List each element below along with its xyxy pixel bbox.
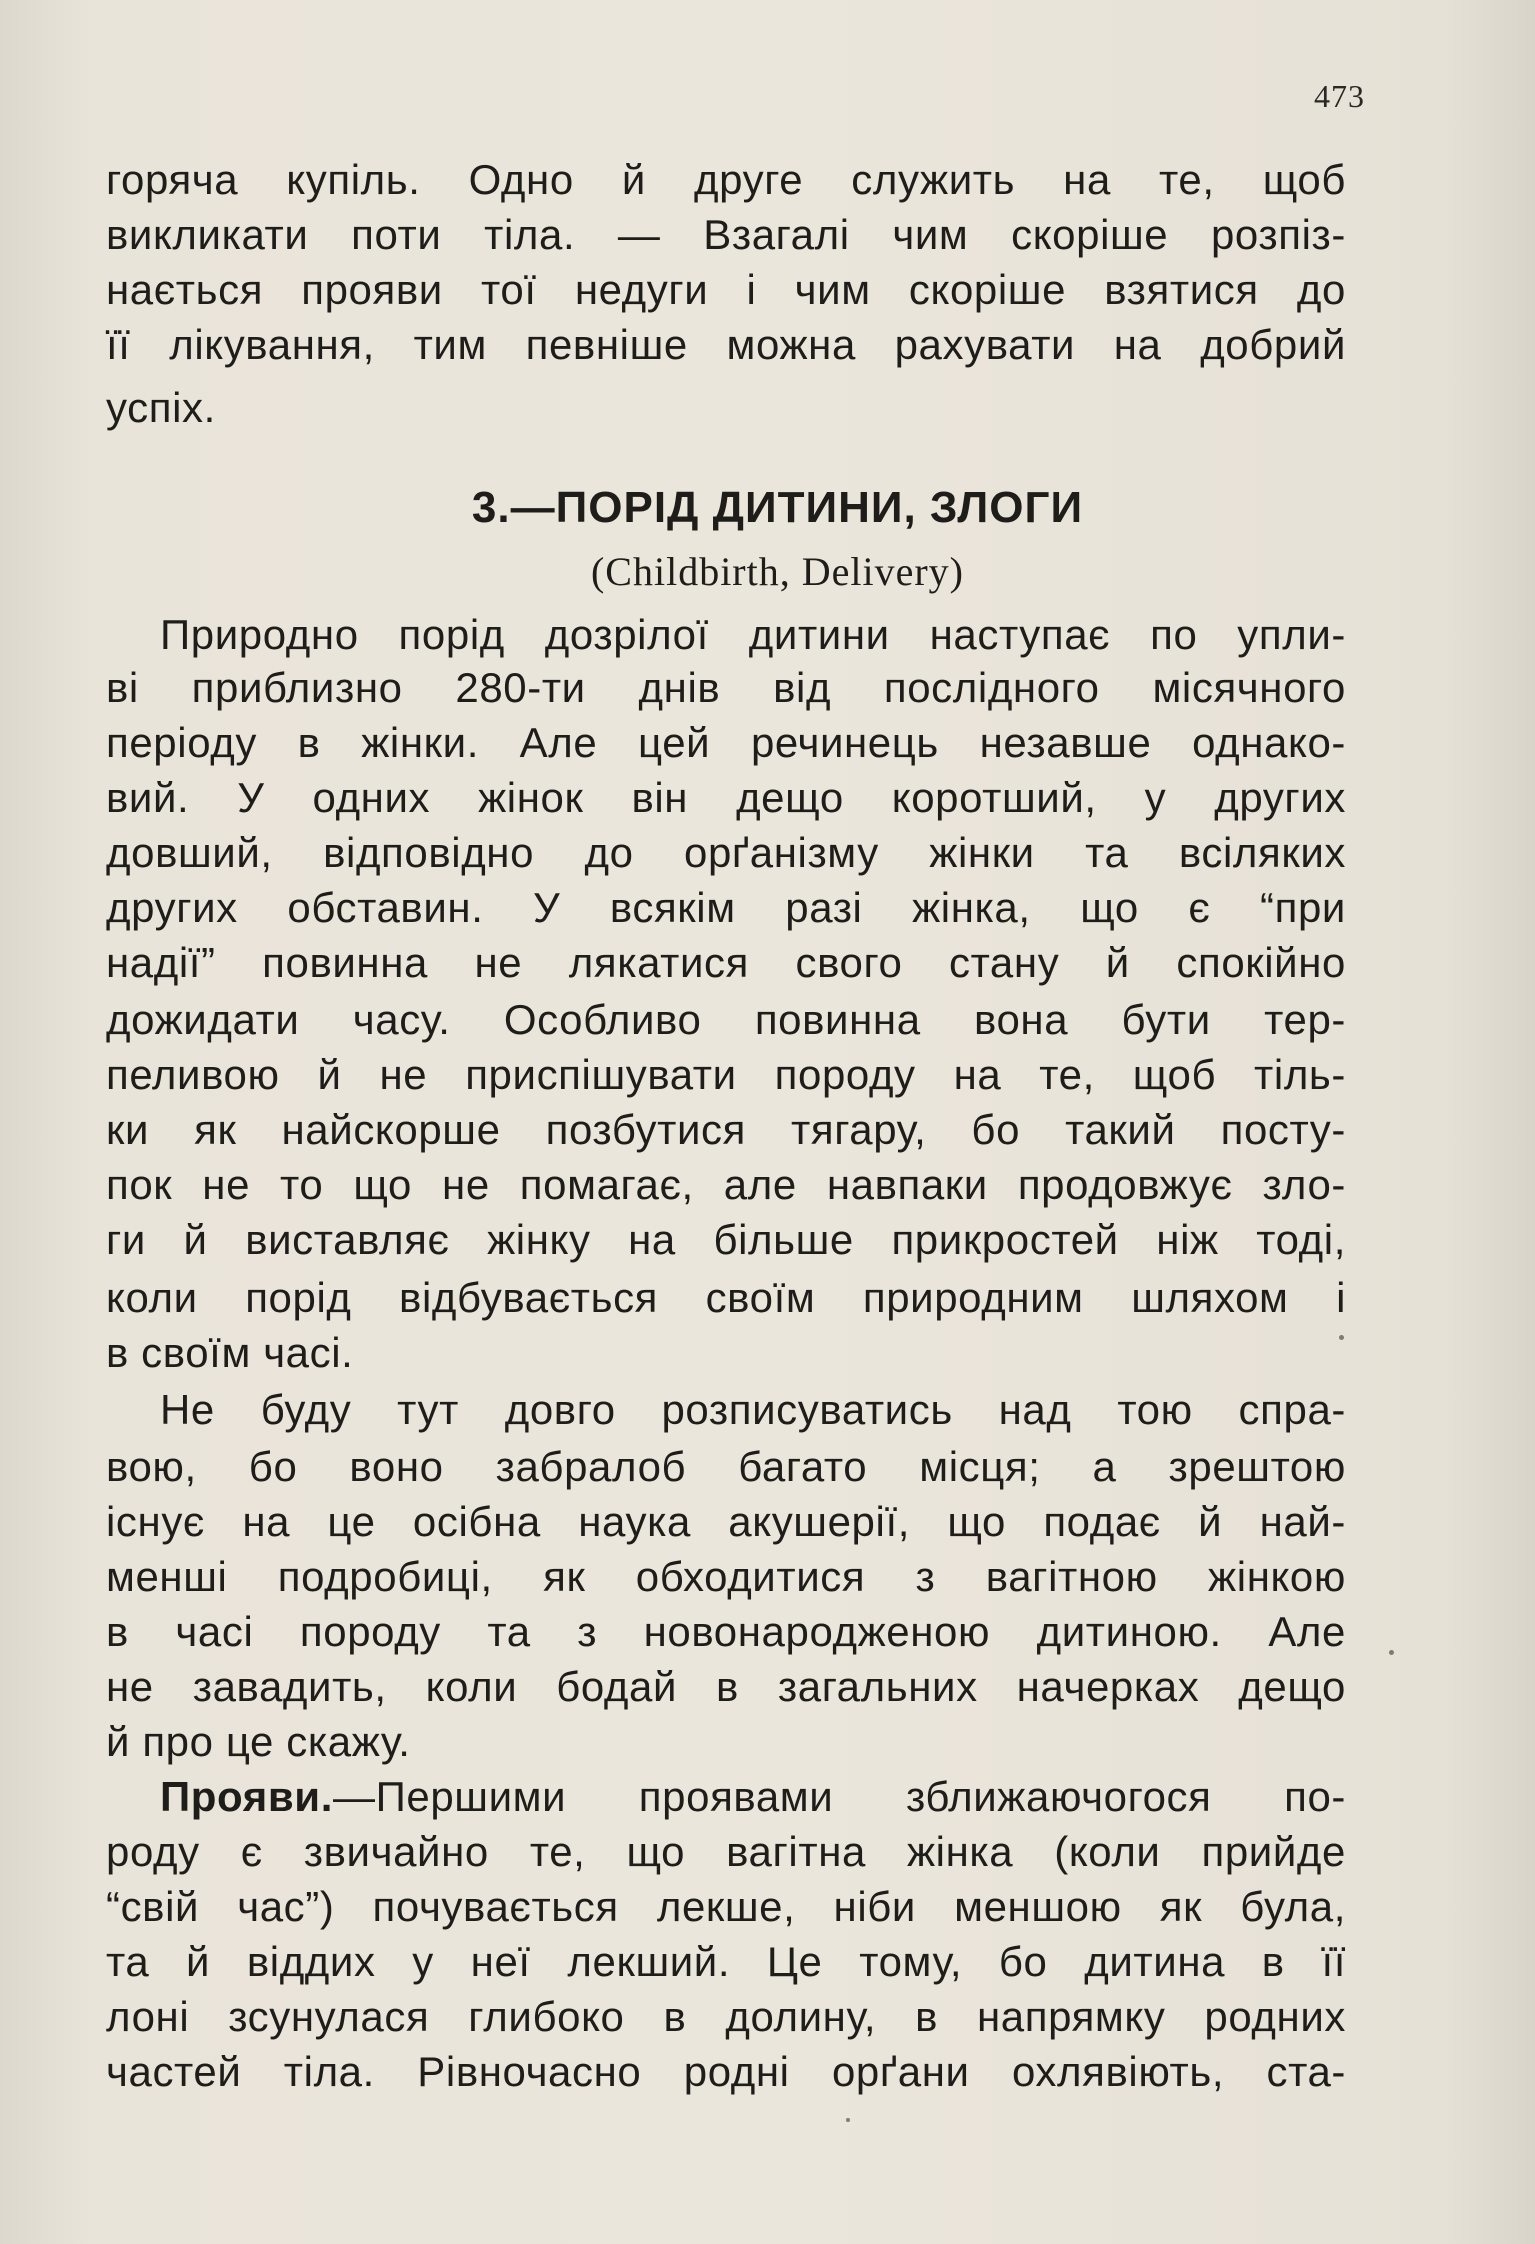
paragraph-lead: Прояви.	[160, 1773, 333, 1820]
text-line: вою, бо воно забралоб багато місця; а зрештою	[106, 1443, 1346, 1490]
text-line: викликати поти тіла. — Взагалі чим скоріше розпіз-	[106, 211, 1346, 258]
text-line: надії” повинна не лякатися свого стану й спокійно	[106, 939, 1346, 986]
page-number: 473	[1314, 78, 1365, 114]
text-line: лоні зсунулася глибоко в долину, в напрямку родних	[106, 1993, 1346, 2040]
text-line: других обставин. У всякім разі жінка, що є “при	[106, 884, 1346, 931]
text-line	[106, 1767, 1346, 1827]
text-line: періоду в жінки. Але цей речинець незавше однако-	[106, 719, 1346, 766]
text-line: довший, відповідно до орґанізму жінки та всіляких	[106, 829, 1346, 876]
text-line: не завадить, коли бодай в загальних начерках дещо	[106, 1663, 1346, 1710]
text-line: вий. У одних жінок він дещо коротший, у других	[106, 774, 1346, 821]
paragraph-lead-rest: —Першими проявами зближаючогося по-	[332, 1773, 1346, 1820]
text-line: ві приблизно 280-ти днів від послідного місячного	[106, 664, 1346, 711]
text-line: коли порід відбувається своїм природним шляхом і	[106, 1274, 1346, 1321]
text-line: в часі породу та з новонародженою дитиною. Але	[106, 1608, 1346, 1655]
text-line: успіх.	[106, 384, 216, 431]
text-line: та й віддих у неї лекший. Це тому, бо дитина в її	[106, 1938, 1346, 1985]
text-line: дожидати часу. Особливо повинна вона бути тер-	[106, 996, 1346, 1043]
paper-speck	[1339, 1335, 1344, 1340]
text-line: роду є звичайно те, що вагітна жінка (коли прийде	[106, 1828, 1346, 1875]
text-line: Природно порід дозрілої дитини наступає по упли-	[160, 611, 1346, 658]
text-line: пок не то що не помагає, але навпаки продовжує зло-	[106, 1161, 1346, 1208]
section-title: 3.—ПОРІД ДИТИНИ, ЗЛОГИ	[471, 483, 1084, 532]
text-line: ги й виставляє жінку на більше прикростей ніж тоді,	[106, 1216, 1346, 1263]
text-line: нається прояви тої недуги і чим скоріше взятися до	[106, 266, 1346, 313]
text-line: в своїм часі.	[106, 1329, 354, 1376]
text-line: пеливою й не приспішувати породу на те, щоб тіль-	[106, 1051, 1346, 1098]
text-line: частей тіла. Рівночасно родні орґани охлявіють, ста-	[106, 2048, 1346, 2095]
text-line: Не буду тут довго розписуватись над тою спра-	[160, 1386, 1346, 1433]
text-line: її лікування, тим певніше можна рахувати на добрий	[106, 321, 1346, 368]
section-subtitle: (Childbirth, Delivery)	[590, 549, 965, 594]
text-line: горяча купіль. Одно й друге служить на те, щоб	[106, 156, 1346, 203]
text-line: й про це скажу.	[106, 1718, 411, 1765]
text-line: “свій час”) почувається лекше, ніби меншою як була,	[106, 1883, 1346, 1930]
paper-speck	[846, 2118, 850, 2122]
text-line: існує на це осібна наука акушерії, що подає й най-	[106, 1498, 1346, 1545]
text-line: менші подробиці, як обходитися з вагітною жінкою	[106, 1553, 1346, 1600]
text-line: ки як найскорше позбутися тягару, бо такий посту-	[106, 1106, 1346, 1153]
paper-speck	[1389, 1650, 1394, 1655]
